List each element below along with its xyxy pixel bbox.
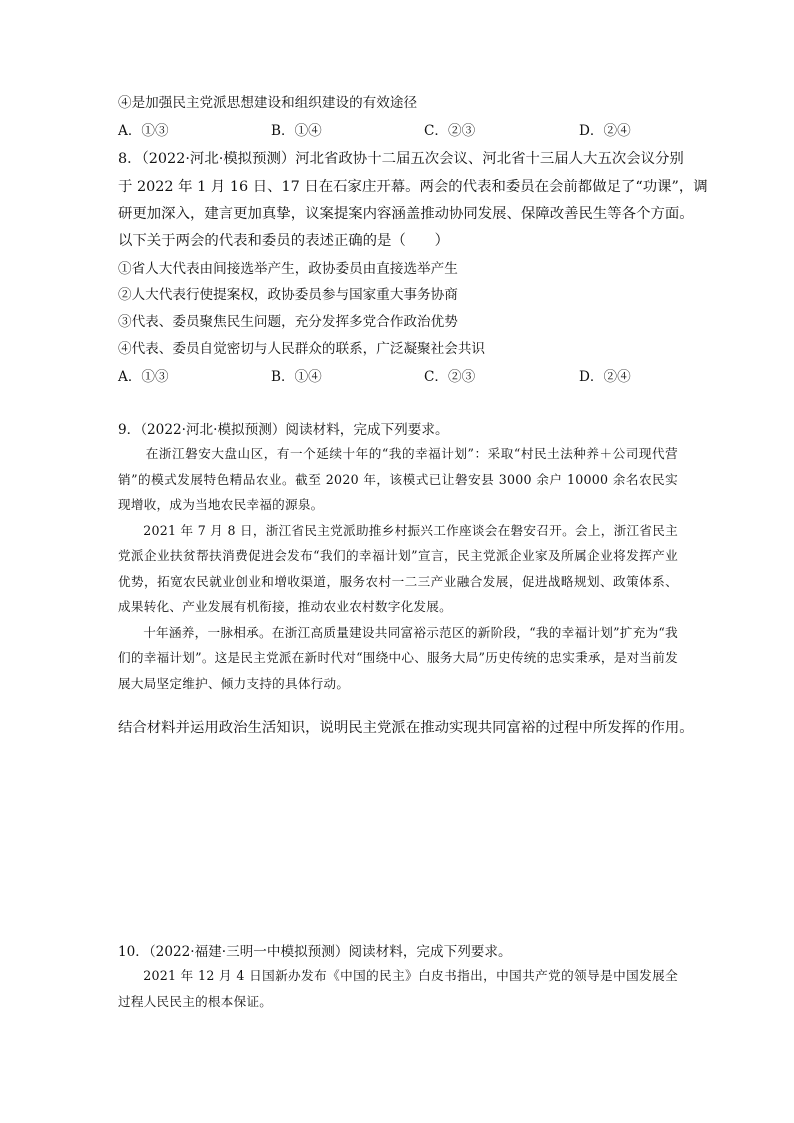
q8-stem-line-1: 8．（2022·河北·模拟预测）河北省政协十二届五次会议、河北省十三届人大五次会议分别 [118,151,684,167]
q9-header: 9．（2022·河北·模拟预测）阅读材料，完成下列要求。 [118,422,449,438]
q10-header: 10．（2022·福建·三明一中模拟预测）阅读材料，完成下列要求。 [118,944,512,960]
q9-question: 结合材料并运用政治生活知识，说明民主党派在推动实现共同富裕的过程中所发挥的作用。 [118,720,694,736]
q10-material [118,963,678,1014]
q8-option-2: ②人大代表行使提案权，政协委员参与国家重大事务协商 [118,287,458,303]
q10-material-paragraph: 2021 年 12 月 4 日国新办发布《中国的民主》白皮书指出，中国共产党的领导是中国发展全过程人民民主的根本保证。 [118,968,678,1009]
q7-answer-a: A．①③ [118,123,169,139]
q7-answer-d: D．②④ [579,123,631,139]
q7-answer-b: B．①④ [271,123,322,139]
q8-option-3: ③代表、委员聚焦民生问题，充分发挥多党合作政治优势 [118,314,458,330]
q9-material-paragraph: 2021 年 7 月 8 日，浙江省民主党派助推乡村振兴工作座谈会在磐安召开。会上，浙江省民主党派企业扶贫帮扶消费促进会发布“我们的幸福计划”宣言，民主党派企业家及所属企业将发挥产业优势，拓宽农民就业创业和增收渠道，服务农村一二三产业融合发展，促进战略规划、政策体系、成果转化、产业发展有机衔接，推动农业农村数字化发展。 [118,522,678,614]
q8-option-4: ④代表、委员自觉密切与人民群众的联系，广泛凝聚社会共识 [118,341,486,357]
q9-material-paragraph: 十年涵养，一脉相承。在浙江高质量建设共同富裕示范区的新阶段，“我的幸福计划”扩充为“我们的幸福计划”。这是民主党派在新时代对“围绕中心、服务大局”历史传统的忠实秉承，是对当前发展大局坚定维护、倾力支持的具体行动。 [118,624,678,691]
q9-material-paragraph: 在浙江磐安大盘山区，有一个延续十年的“我的幸福计划”：采取“村民土法种养＋公司现代营销”的模式发展特色精品农业。截至 2020 年，该模式已让磐安县 3000 余户 10000 余名农民实现增收，成为当地农民幸福的源泉。 [118,446,678,512]
q8-answer-a: A．①③ [118,369,169,385]
q9-material [118,441,678,696]
q7-option-4: ④是加强民主党派思想建设和组织建设的有效途径 [118,95,418,111]
q8-option-1: ①省人大代表由间接选举产生，政协委员由直接选举产生 [118,261,458,277]
q8-stem-line-4: 以下关于两会的代表和委员的表述正确的是（ ） [118,233,449,249]
q8-answer-d: D．②④ [579,369,631,385]
q8-stem-line-3: 研更加深入，建言更加真挚，议案提案内容涵盖推动协同发展、保障改善民生等各个方面。 [118,206,694,222]
q8-answer-b: B．①④ [271,369,322,385]
q8-stem-line-2: 于 2022 年 1 月 16 日、17 日在石家庄开幕。两会的代表和委员在会前都做足了“功课”，调 [118,179,708,195]
q8-answer-c: C．②③ [424,369,476,385]
q7-answer-c: C．②③ [424,123,476,139]
